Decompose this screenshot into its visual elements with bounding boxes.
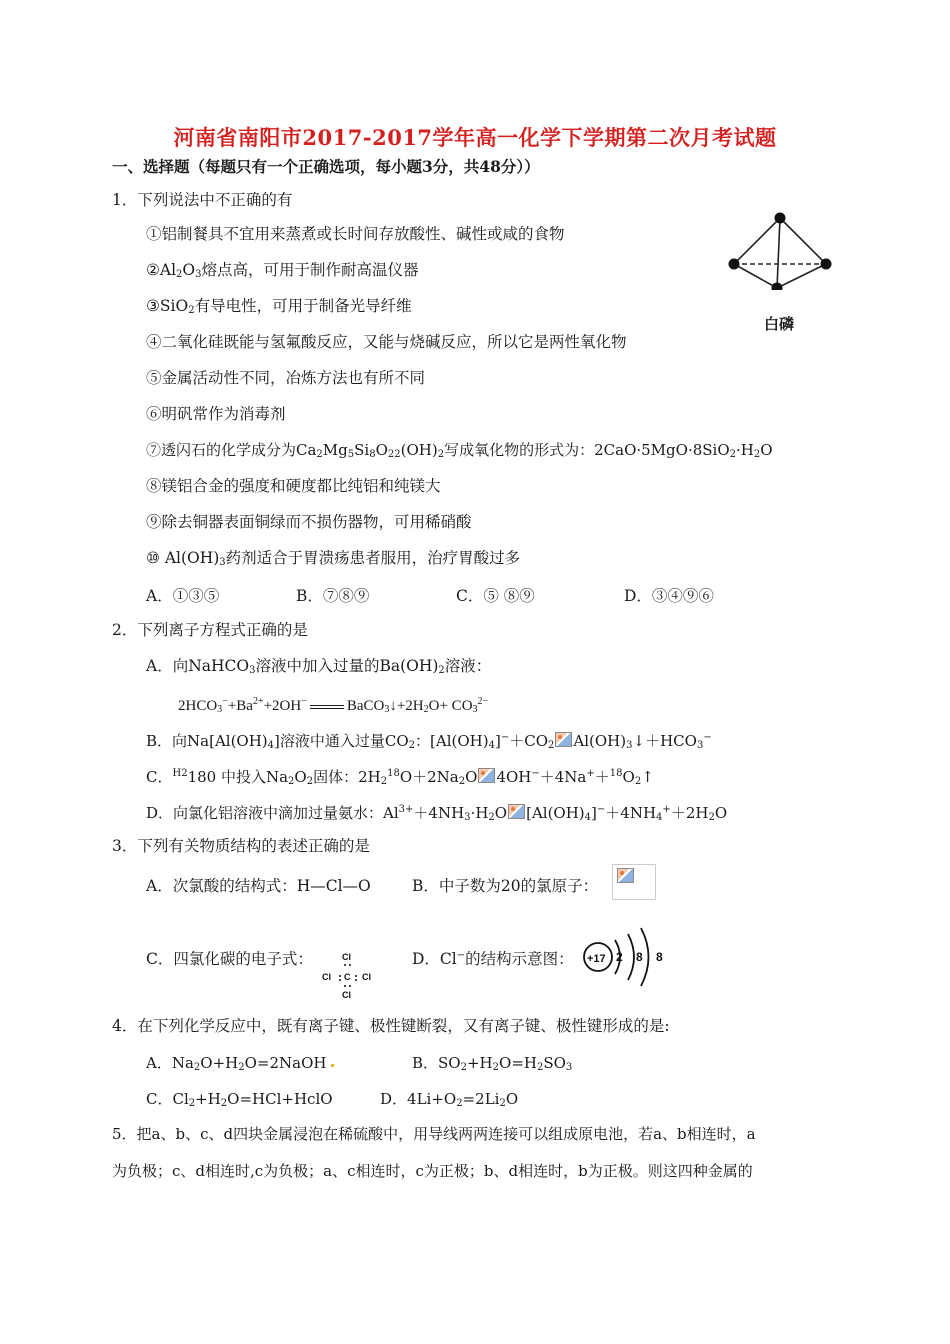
- q1-option-c: C．⑤ ⑧⑨: [456, 587, 535, 605]
- broken-image-icon: [508, 804, 525, 819]
- q1-statement-3: ③SiO$_2$有导电性，可用于制备光导纤维: [146, 297, 412, 316]
- chloride-ion-structure: [578, 924, 668, 994]
- q1-option-d: D．③④⑨⑥: [624, 587, 714, 605]
- equals-sign: [310, 705, 344, 709]
- q4-option-c: C．$Cl_2+H_2O=HCl+HclO$: [146, 1090, 333, 1109]
- q4-option-d: D．$4Li+O_2=2Li_2O$: [380, 1090, 519, 1109]
- q4-option-a: A．$Na_2O+H_2O=2NaOH$: [146, 1052, 334, 1073]
- q4-stem: 4．在下列化学反应中，既有离子键、极性键断裂，又有离子键、极性键形成的是:: [112, 1017, 670, 1035]
- q1-stem: 1．下列说法中不正确的有: [112, 191, 293, 209]
- q1-statement-7: ⑦透闪石的化学成分为$Ca_2Mg_5Si_8O_{22}(OH)_2$写成氧化物的形式为：$2CaO\cdot 5MgO\cdot 8SiO_2\cdot H_2O$: [146, 441, 773, 460]
- ccl4-center: C: [344, 972, 351, 982]
- dot-mark: [331, 1064, 334, 1067]
- ccl4-top: Cl: [342, 952, 351, 962]
- q3-option-b: B．中子数为20的氯原子：: [412, 877, 599, 895]
- q1-option-a: A．①③⑤: [146, 587, 220, 605]
- q5-line-1: 5．把a、b、c、d四块金属浸泡在稀硫酸中，用导线两两连接可以组成原电池，若a、b相连时，a: [112, 1125, 756, 1143]
- q3-option-a: A．次氯酸的结构式：H—Cl—O: [146, 877, 371, 895]
- ccl4-electron-formula: [318, 950, 378, 1002]
- q3-option-d: D．Cl−的结构示意图：: [412, 950, 574, 968]
- q2-option-a: A．向NaHCO$_3$溶液中加入过量的$Ba(OH)_2$溶液：: [146, 657, 492, 676]
- broken-image-icon: [478, 768, 495, 783]
- q5-line-2: 为负极；c、d相连时,c为负极；a、c相连时，c为正极；b、d相连时，b为正极。则这四种金属的: [112, 1162, 753, 1180]
- section-heading: 一、选择题（每题只有一个正确选项，每小题3分，共48分））: [112, 157, 540, 176]
- q1-statement-4: ④二氧化硅既能与氢氟酸反应，又能与烧碱反应，所以它是两性氧化物: [146, 333, 627, 351]
- figure-label: 白磷: [764, 315, 795, 333]
- q1-statement-9: ⑨除去铜器表面铜绿而不损伤器物，可用稀硝酸: [146, 513, 472, 531]
- q2-option-a-equation: $2HCO_3^-+Ba^{2+}+2OH^-$ $BaCO_3↓+2H_2O+ CO_3^{2-}$: [178, 696, 489, 715]
- broken-image-icon: [555, 732, 572, 747]
- q1-statement-2: $②Al_2O_3$熔点高，可用于制作耐高温仪器: [146, 261, 419, 280]
- chlorine-isotope-image: [612, 864, 656, 900]
- broken-image-icon: [617, 868, 634, 883]
- q1-statement-6: ⑥明矾常作为消毒剂: [146, 405, 286, 423]
- electron-shells: 2 8 8: [616, 950, 668, 964]
- q1-option-b: B．⑦⑧⑨: [296, 587, 370, 605]
- q2-option-d: D．向氯化铝溶液中滴加过量氨水：$Al^{3+}+4NH_3\cdot H_2O$ $[Al(OH)_4]^-+4NH_4^++2H_2O$: [146, 804, 728, 823]
- q3-option-c: C．四氯化碳的电子式：: [146, 950, 313, 968]
- q1-statement-5: ⑤金属活动性不同，冶炼方法也有所不同: [146, 369, 426, 387]
- q1-statement-10: ⑩ $Al(OH)_3$药剂适合于胃溃疡患者服用，治疗胃酸过多: [146, 549, 521, 568]
- ccl4-right: Cl: [362, 972, 371, 982]
- q3-stem: 3．下列有关物质结构的表述正确的是: [112, 837, 370, 855]
- q4-option-b: B．$SO_2+H_2O=H_2SO_3$: [412, 1054, 573, 1073]
- exam-title: 河南省南阳市2017-2017学年高一化学下学期第二次月考试题: [173, 125, 777, 150]
- ccl4-bottom: Cl: [342, 990, 351, 1000]
- ccl4-left: Cl: [322, 972, 331, 982]
- q1-statement-1: ①铝制餐具不宜用来蒸煮或长时间存放酸性、碱性或咸的食物: [146, 225, 565, 243]
- q2-stem: 2．下列离子方程式正确的是: [112, 621, 308, 639]
- white-phosphorus-figure: [722, 208, 842, 290]
- q2-option-b: B．向$Na[Al(OH)_4]$溶液中通入过量$CO_2$：$[Al(OH)_4]^-+CO_2$ $Al(OH)_3↓+HCO_3^-$: [146, 732, 712, 751]
- q2-option-c: C．$^{H2}$180 中投入$Na_2O_2$固体：$2H_2^{18}O+2Na_2O$ $4OH^-+4Na^++^{18}O_2↑$: [146, 768, 654, 787]
- nucleus-charge: +17: [587, 953, 606, 965]
- q1-statement-8: ⑧镁铝合金的强度和硬度都比纯铝和纯镁大: [146, 477, 441, 495]
